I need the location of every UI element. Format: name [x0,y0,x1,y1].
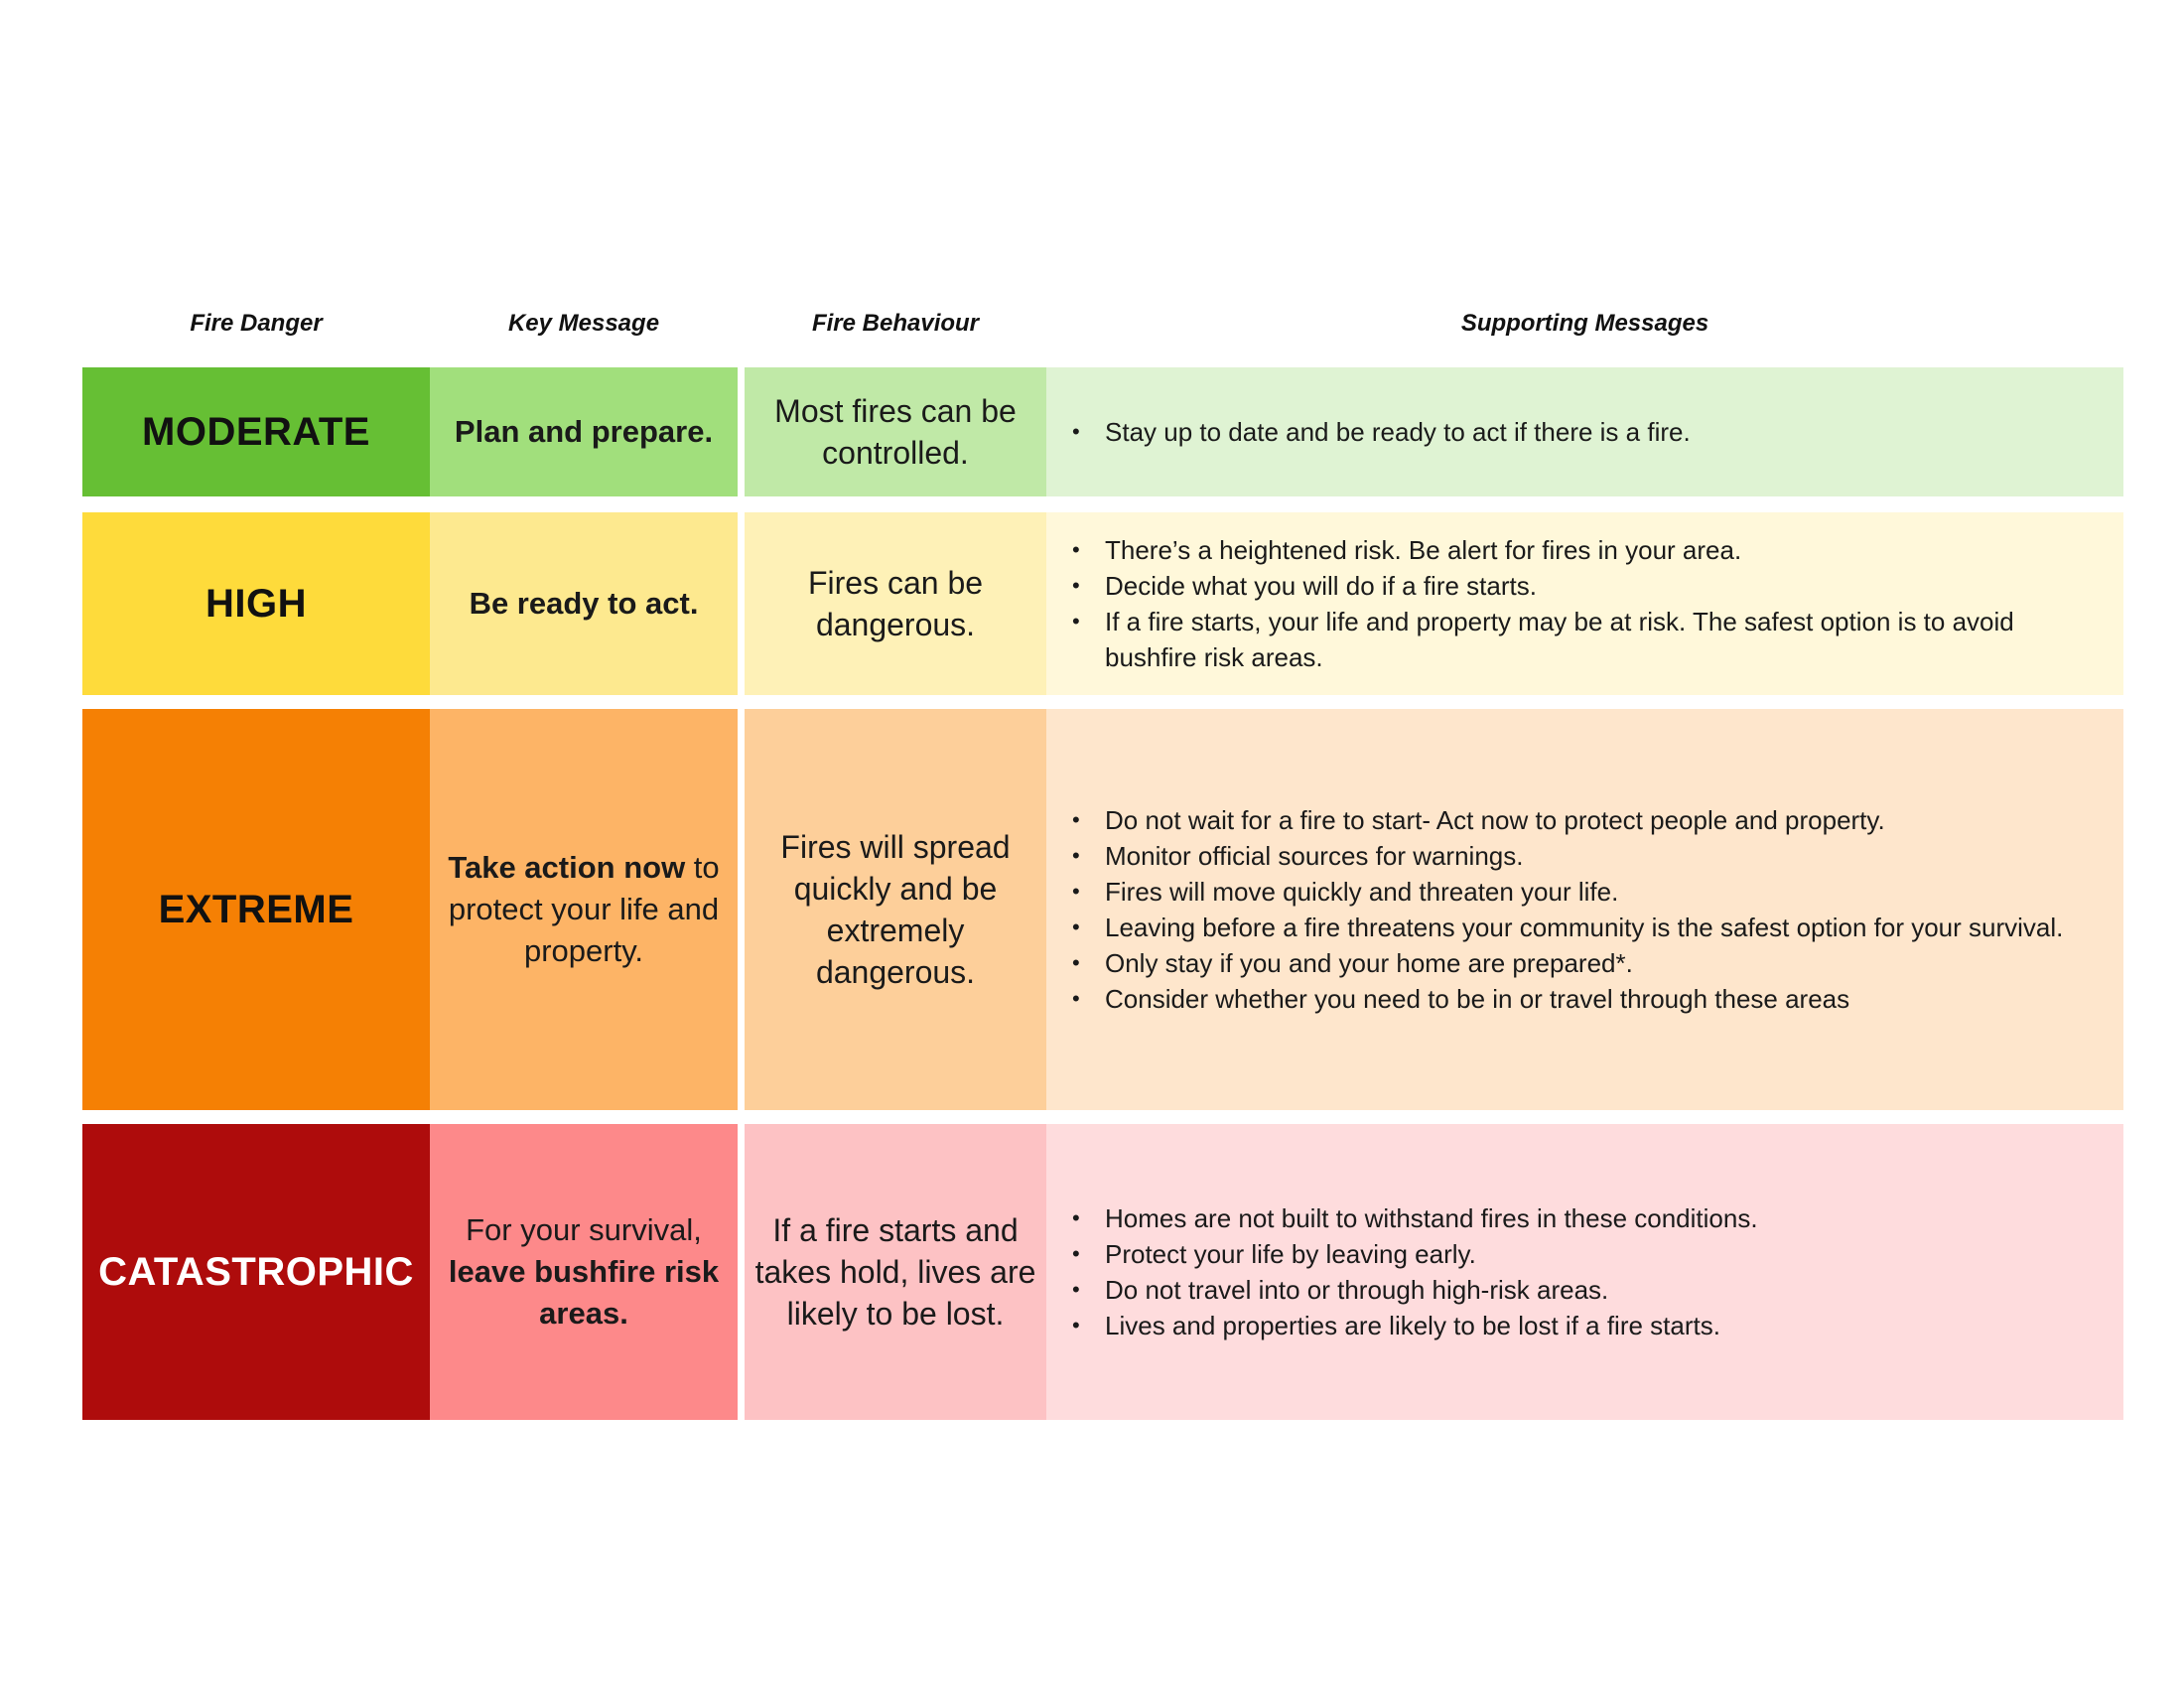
header-key-message: Key Message [507,310,660,337]
key-message-bold-extreme: Take action now [448,850,686,885]
danger-cell-catastrophic [82,1124,430,1420]
supporting-cell-extreme [1046,709,2123,1110]
column-gap [738,1124,745,1420]
supporting-item: • Fires will move quickly and threaten your life. [1070,874,2063,910]
key-message-bold-high: Be ready to act. [469,586,699,621]
supporting-item: • Stay up to date and be ready to act if there is a fire. [1070,414,1691,450]
key-message-cell-moderate [430,367,738,496]
supporting-item: • Leaving before a fire threatens your community is the safest option for your survival. [1070,910,2063,945]
column-gap [738,709,745,1110]
danger-label-high: HIGH [205,581,307,626]
rating-row-moderate [82,367,2123,496]
danger-cell-high [82,512,430,695]
supporting-item: • Do not travel into or through high-risk areas. [1070,1272,1758,1308]
rating-row-catastrophic [82,1124,2123,1420]
behaviour-text-moderate: Most fires can be controlled. [774,393,1017,471]
danger-cell-extreme [82,709,430,1110]
danger-label-extreme: EXTREME [158,887,354,931]
supporting-cell-moderate [1046,367,2123,496]
behaviour-cell-high [745,512,1046,695]
rating-row-high [82,512,2123,695]
supporting-item: • Do not wait for a fire to start- Act now to protect people and property. [1070,802,2063,838]
key-message-cell-catastrophic [430,1124,738,1420]
column-gap [738,367,745,496]
key-message-bold-catastrophic: leave bushfire risk areas. [448,1254,720,1331]
supporting-item: • Monitor official sources for warnings. [1070,838,2063,874]
supporting-list-catastrophic [1070,1200,1758,1343]
supporting-item: • There’s a heightened risk. Be alert for fires in your area. [1070,532,2084,568]
key-message-cell-high [430,512,738,695]
behaviour-cell-moderate [745,367,1046,496]
supporting-item: • Lives and properties are likely to be lost if a fire starts. [1070,1308,1758,1343]
supporting-item: • Decide what you will do if a fire starts. [1070,568,2084,604]
supporting-item: • Protect your life by leaving early. [1070,1236,1758,1272]
behaviour-text-catastrophic: If a fire starts and takes hold, lives are likely to be lost. [754,1212,1036,1332]
supporting-list-high [1070,532,2084,675]
key-message-pre-catastrophic: For your survival, [466,1212,702,1247]
danger-label-catastrophic: CATASTROPHIC [98,1249,414,1294]
header-fire-danger: Fire Danger [190,310,323,337]
header-supporting-messages: Supporting Messages [1460,310,1709,337]
column-gap [738,512,745,695]
supporting-item: • Homes are not built to withstand fires in these conditions. [1070,1200,1758,1236]
supporting-item: • If a fire starts, your life and property may be at risk. The safest option is to avoid bushfire risk areas. [1070,604,2084,675]
behaviour-text-extreme: Fires will spread quickly and be extremely dangerous. [780,829,1011,990]
supporting-list-moderate [1070,414,1691,450]
supporting-item: • Consider whether you need to be in or travel through these areas [1070,981,2063,1017]
key-message-bold-moderate: Plan and prepare. [454,414,714,449]
rating-row-extreme [82,709,2123,1110]
header-fire-behaviour: Fire Behaviour [811,310,980,337]
danger-label-moderate: MODERATE [142,409,370,454]
behaviour-cell-catastrophic [745,1124,1046,1420]
behaviour-cell-extreme [745,709,1046,1110]
key-message-cell-extreme [430,709,738,1110]
key-message-rest-extreme: to protect your life and property. [448,850,720,968]
behaviour-text-high: Fires can be dangerous. [807,565,984,642]
supporting-cell-high [1046,512,2123,695]
supporting-list-extreme [1070,802,2063,1017]
danger-cell-moderate [82,367,430,496]
supporting-item: • Only stay if you and your home are prepared*. [1070,945,2063,981]
supporting-cell-catastrophic [1046,1124,2123,1420]
